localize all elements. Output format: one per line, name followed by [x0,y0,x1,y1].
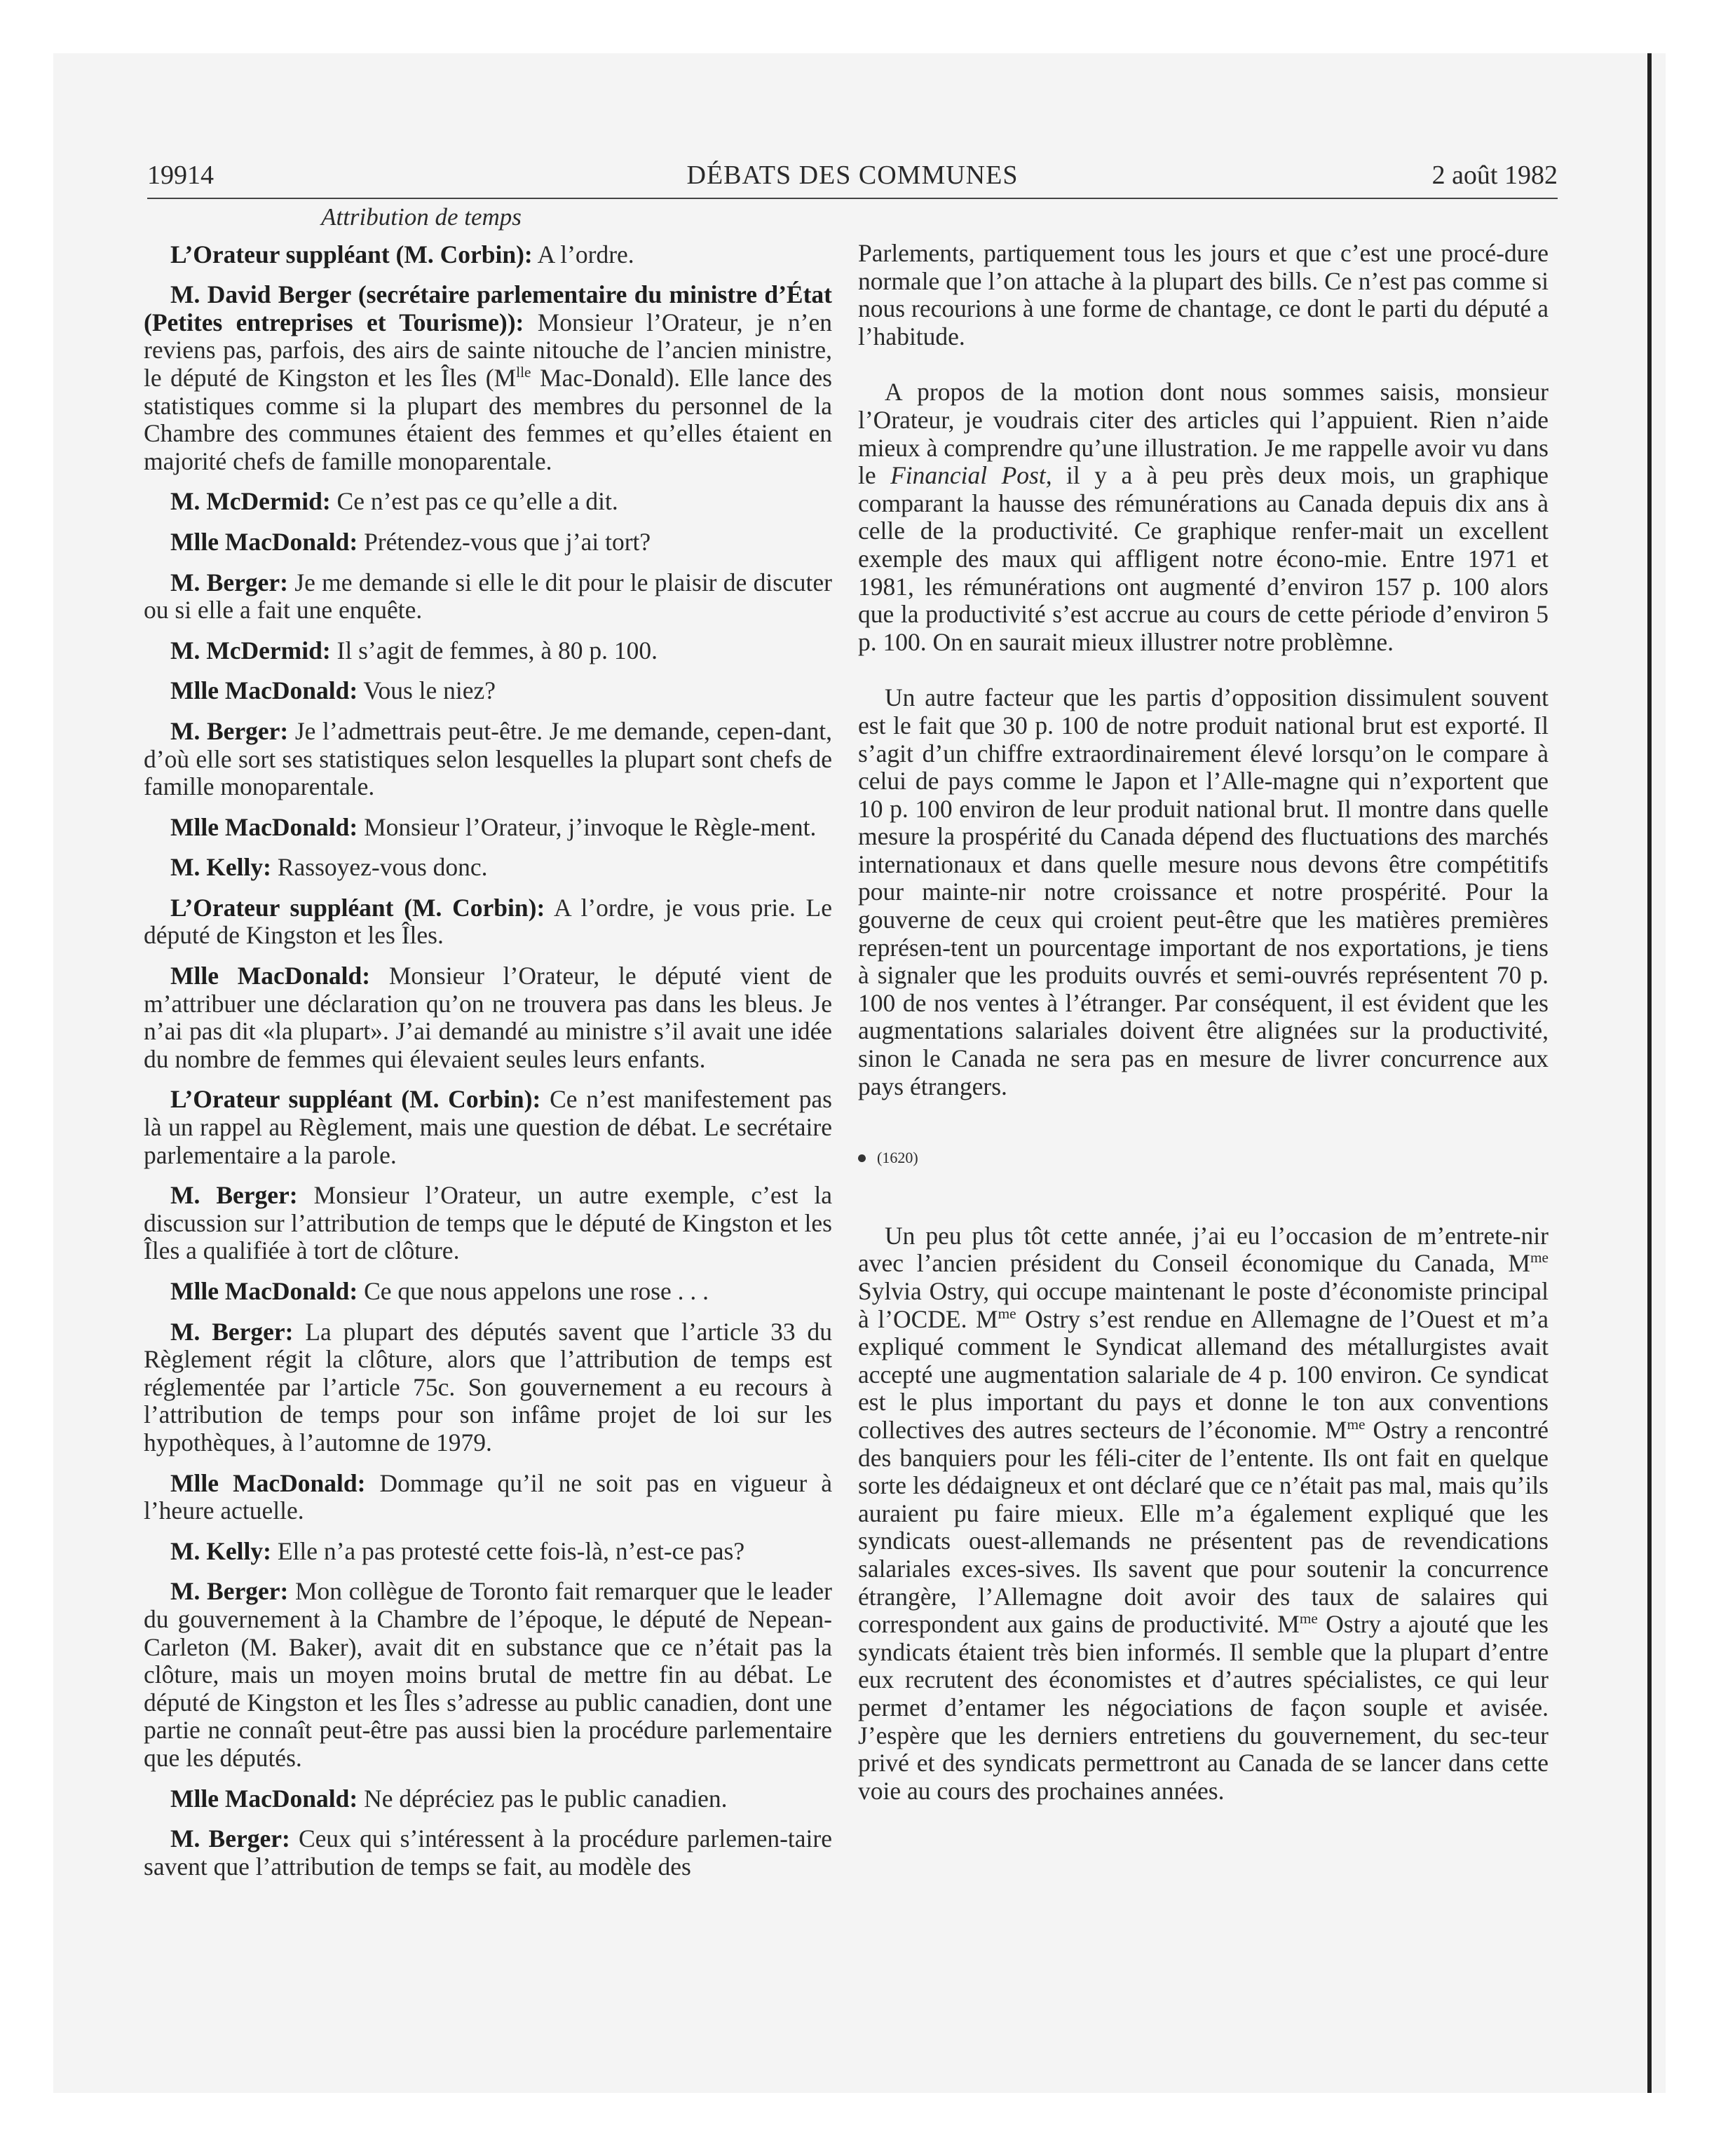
speech-paragraph: Parlements, partiquement tous les jours et que c’est une procé-dure normale que l’on attache à la plupart des bills. Ce n’est pas comme si nous recourions à une forme de chantage, ce dont le parti du député a l’habitude. [858,239,1549,350]
speech-text: Monsieur l’Orateur, le député vient de m’attribuer une déclaration qu’on ne trouvera pas dans les bleus. Je n’ai pas dit «la plupart». J’ai demandé au ministre s’il avait une idée du nombre de femmes qui élevaient seules leurs enfants. [144,962,833,1073]
speech-text: Ne dépréciez pas le public canadien. [364,1784,728,1813]
speaker-name: M. Berger: [170,1181,298,1210]
speech-text: Je me demande si elle le dit pour le plaisir de discuter ou si elle a fait une enquête. [144,568,832,625]
speaker-name: M. David Berger (secrétaire parlementaire du ministre d’État (Petites entreprises et Tourisme)): [144,280,832,336]
bullet-icon [858,1154,866,1162]
speech-text: Il s’agit de femmes, à 80 p. 100. [336,636,658,664]
superscript: me [1347,1416,1366,1433]
speech-paragraph: Un autre facteur que les partis d’opposition dissimulent souvent est le fait que 30 p. 100 de notre produit national brut est exporté. Il s’agit d’un chiffre extraordinairement élevé lorsqu’on le compare à celui de pays comme le Japon et l’Alle-magne qui n’exportent que 10 p. 100 environ de leur produit national brut. Il montre dans quelle mesure la prospérité du Canada dépend des fluctuations des marchés internationaux et dans quelle mesure nous devons être compétitifs pour mainte-nir notre croissance et notre prospérité. Pour la gouverne de ceux qui croient peut-être que les matières premières représen-tent un pourcentage important de nos exportations, je tiens à signaler que les produits ouvrés et semi-ouvrés représentent 70 p. 100 de nos ventes à l’étranger. Par conséquent, il est évident que les augmentations salariales doivent être alignées sur la productivité, sinon le Canada ne sera pas en mesure de livrer concurrence aux pays étrangers. [858,683,1549,1100]
speech-paragraph [858,378,1549,656]
speech-paragraph [144,718,832,801]
speech-paragraph [144,241,832,269]
speech-paragraph [144,677,832,705]
speech-text: Monsieur l’Orateur, j’invoque le Règle-ment. [364,812,817,841]
speech-text: Ce que nous appelons une rose . . . [364,1277,709,1305]
speaker-name: L’Orateur suppléant (M. Corbin): [170,240,533,268]
speech-paragraph [144,894,832,950]
speech-text: Mac-Donald). Elle lance des statistiques comme si la plupart des membres du personnel de la Chambre des communes étaient des femmes et qu’elles étaient en majorité chefs de famille monoparentale. [144,363,832,475]
speech-text: il y a à peu près deux mois, un graphique comparant la hausse des rémunérations au Canada depuis dix ans à celle de la productivité. Ce graphique renfer-mait un excellent exemple des maux qui affligent notre écono-mie. Entre 1971 et 1981, les rémunérations ont augmenté d’environ 157 p. 100 alors que la productivité s’est accrue au cours de cette période d’environ 5 p. 100. On en saurait mieux illustrer notre problèmne. [858,461,1549,656]
speech-paragraph [144,528,832,557]
issue-date: 2 août 1982 [1431,161,1558,190]
speech-text: Monsieur l’Orateur, je n’en reviens pas, parfois, des airs de sainte nitouche de l’ancien ministre, le député de Kingston et les Îles (M [144,308,832,392]
speaker-name: L’Orateur suppléant (M. Corbin): [170,1085,541,1114]
superscript: me [1530,1249,1549,1267]
speech-paragraph [144,1182,832,1265]
speech-text: A l’ordre. [537,240,634,268]
speech-paragraph [144,637,832,665]
speaker-name: M. McDermid: [170,487,331,516]
speaker-name: Mlle MacDonald: [170,812,358,841]
speaker-name: M. Kelly: [170,853,271,882]
speech-text: Prétendez-vous que j’ai tort? [364,527,651,556]
right-column [858,240,1549,1805]
superscript: me [998,1304,1016,1322]
speech-text: Ostry a ajouté que les syndicats étaient très bien informés. Il semble que la plupart d’entre eux recrutent des économistes et d’autres spécialistes, ce qui leur permet d’entamer les négociations de façon souple et avisée. J’espère que les derniers entretiens du gouvernement, du sec-teur privé et des syndicats permettront au Canada de se lancer dans cette voie au cours des prochaines années. [858,1610,1549,1805]
speech-paragraph [144,1318,832,1457]
speaker-name: Mlle MacDonald: [170,1784,358,1813]
speech-paragraph [144,488,832,516]
speech-text: Rassoyez-vous donc. [277,853,488,882]
speaker-name: M. Berger: [170,1577,289,1606]
section-subheading: Attribution de temps [321,203,522,231]
speech-paragraph [144,569,832,625]
speech-text: Ce n’est manifestement pas là un rappel au Règlement, mais une question de débat. Le secrétaire parlementaire a la parole. [144,1085,833,1169]
speech-text: Je l’admettrais peut-être. Je me demande, cepen-dant, d’où elle sort ses statistiques selon lesquelles la plupart sont chefs de famille monoparentale. [144,716,833,801]
publication-title: DÉBATS DES COMMUNES [686,161,1019,190]
speech-text: A l’ordre, je vous prie. Le député de Kingston et les Îles. [144,893,832,950]
speaker-name: Mlle MacDonald: [170,962,371,990]
speaker-name: Mlle MacDonald: [170,1468,366,1497]
speech-text: La plupart des députés savent que l’article 33 du Règlement régit la clôture, alors que l’attribution de temps est réglementée par l’article 75c. Son gouvernement a eu recours à l’attribution de temps pour son infâme projet de loi sur les hypothèques, à l’automne de 1979. [144,1317,832,1456]
speaker-name: M. Berger: [170,568,288,596]
page-edge-rule [1647,53,1652,2093]
speech-paragraph [144,1086,832,1169]
speech-text: Ceux qui s’intéressent à la procédure parlemen-taire savent que l’attribution de temps se fait, au modèle des [144,1824,832,1881]
superscript: me [1299,1610,1318,1628]
speech-text: Monsieur l’Orateur, un autre exemple, c’est la discussion sur l’attribution de temps que le député de Kingston et les Îles a qualifiée à tort de clôture. [144,1181,832,1265]
speech-paragraph [144,854,832,882]
speech-paragraph [144,1785,832,1813]
speech-text: Dommage qu’il ne soit pas en vigueur à l’heure actuelle. [144,1468,833,1525]
speech-paragraph [144,1278,832,1306]
speech-paragraph [144,1578,832,1772]
speaker-name: M. McDermid: [170,636,331,664]
speech-text: Un peu plus tôt cette année, j’ai eu l’occasion de m’entrete-nir avec l’ancien président du Conseil économique du Canada, M [858,1221,1549,1278]
speech-text: Sylvia Ostry, qui occupe maintenant le poste d’économiste principal à l’OCDE. M [858,1277,1549,1333]
speech-text: Mon collègue de Toronto fait remarquer que le leader du gouvernement à la Chambre de l’époque, le député de Nepean-Carleton (M. Baker), avait dit en substance que ce n’était pas la clôture, mais un moyen moins brutal de mettre fin au débat. Le député de Kingston et les Îles s’adresse au public canadien, dont une partie ne connaît peut-être pas aussi bien la procédure parlementaire que les députés. [144,1577,832,1772]
speech-text: Ostry s’est rendue en Allemagne de l’Ouest et m’a expliqué comment le Syndicat allemand des métallurgistes avait accepté une augmentation salariale de 4 p. 100 environ. Ce syndicat est le plus important du pays et donne le ton aux conventions collectives des autres secteurs de l’économie. M [858,1304,1549,1444]
speech-text: Ce n’est pas ce qu’elle a dit. [336,487,618,516]
speech-paragraph [144,281,832,475]
speech-text: Vous le niez? [363,676,496,705]
speaker-name: Mlle MacDonald: [170,527,358,556]
speech-paragraph [144,1825,832,1881]
speech-paragraph [144,962,832,1073]
speaker-name: Mlle MacDonald: [170,676,358,705]
speaker-name: M. Kelly: [170,1536,271,1565]
speech-paragraph [144,814,832,842]
speech-paragraph [144,1470,832,1525]
speech-text: Ostry a rencontré des banquiers pour les féli-citer de l’entente. Ils ont fait en quelque sorte les dédaigneux et ont déclaré que ce n’était pas mal, mais qu’ils auraient pu faire mieux. Elle m’a également expliqué que les syndicats ouest-allemands ne présentent pas de revendications salariales exces-sives. Ils savent que pour soutenir la concurrence étrangère, l’Allemagne doit avoir des taux de salaires qui correspondent aux gains de productivité. M [858,1415,1549,1639]
speaker-name: M. Berger: [170,1824,290,1853]
left-column [144,198,832,1893]
speech-paragraph [144,1538,832,1566]
speech-text: A propos de la motion dont nous sommes saisis, monsieur l’Orateur, je voudrais citer des articles qui l’appuient. Rien n’aide mieux à comprendre qu’une illustration. Je me rappelle avoir vu dans le [858,378,1549,490]
speaker-name: Mlle MacDonald: [170,1277,358,1305]
publication-name: Financial Post, [890,461,1052,490]
superscript: lle [516,364,531,381]
page-number: 19914 [147,161,214,190]
speaker-name: L’Orateur suppléant (M. Corbin): [170,893,545,922]
time-marker-text: (1620) [877,1149,918,1167]
speaker-name: M. Berger: [170,716,289,745]
speaker-name: M. Berger: [170,1317,294,1346]
speech-paragraph [858,1222,1549,1805]
running-header [147,156,1558,199]
time-marker [858,1144,1549,1172]
speech-text: Elle n’a pas protesté cette fois-là, n’est-ce pas? [277,1536,745,1565]
